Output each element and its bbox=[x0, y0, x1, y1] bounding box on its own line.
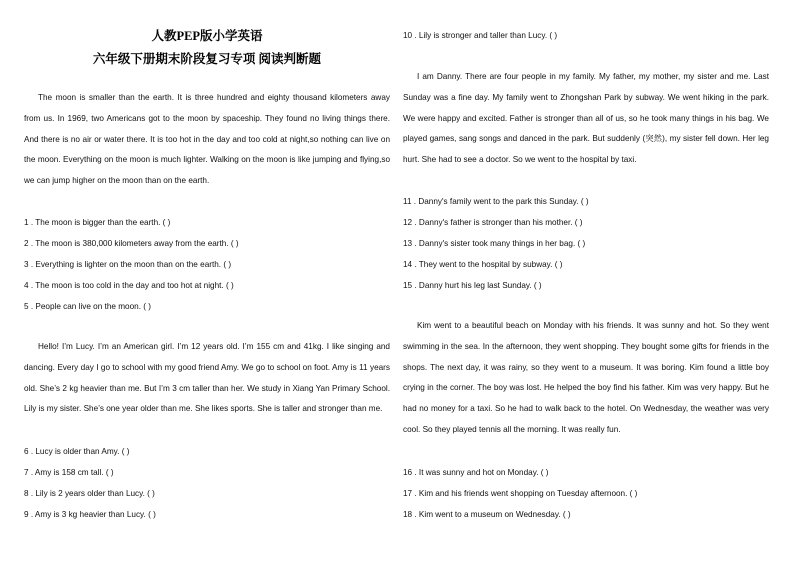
question-4: 4 . The moon is too cold in the day and too hot at night. ( ) bbox=[24, 281, 234, 290]
question-2: 2 . The moon is 380,000 kilometers away from the earth. ( ) bbox=[24, 239, 239, 248]
question-11: 11 . Danny's family went to the park this Sunday. ( ) bbox=[403, 197, 589, 206]
worksheet-title: 人教PEP版小学英语 bbox=[151, 29, 263, 43]
question-8: 8 . Lily is 2 years older than Lucy. ( ) bbox=[24, 489, 155, 498]
passage-danny: I am Danny. There are four people in my family. My father, my mother, my sister and me. Last Sunday was a fine day. My family went to Zhongshan Park by subway. We went hiking in the park. We were happy and excited. Father is stronger than all of us, so he took many things in his bag. We played games, sang songs and danced in the park. But suddenly (突然), my sister fell down. Her leg hurt. She had to see a doctor. So we went to the hospital by taxi. bbox=[403, 72, 769, 165]
question-14: 14 . They went to the hospital by subway. ( ) bbox=[403, 260, 563, 269]
question-17: 17 . Kim and his friends went shopping on Tuesday afternoon. ( ) bbox=[403, 489, 638, 498]
question-5: 5 . People can live on the moon. ( ) bbox=[24, 302, 151, 311]
question-10: 10 . Lily is stronger and taller than Lucy. ( ) bbox=[403, 31, 558, 40]
question-9: 9 . Amy is 3 kg heavier than Lucy. ( ) bbox=[24, 510, 156, 519]
passage-kim: Kim went to a beautiful beach on Monday with his friends. It was sunny and hot. So they went swimming in the sea. In the afternoon, they went shopping. They bought some gifts for friends in the shops. The next day, it was rainy, so they went to a museum. It was boring. Kim found a little boy crying in the corner. The boy was lost. He helped the boy find his father. Kim was very happy. But he had no money for a taxi. So he had to walk back to the hotel. On Wednesday, the weather was very cool. So they played tennis all the morning. It was really fun. bbox=[403, 321, 769, 434]
question-3: 3 . Everything is lighter on the moon than on the earth. ( ) bbox=[24, 260, 232, 269]
question-18: 18 . Kim went to a museum on Wednesday. ( ) bbox=[403, 510, 571, 519]
worksheet-subtitle: 六年级下册期末阶段复习专项 阅读判断题 bbox=[92, 52, 322, 66]
question-1: 1 . The moon is bigger than the earth. ( ) bbox=[24, 218, 171, 227]
passage-moon: The moon is smaller than the earth. It is three hundred and eighty thousand kilometers away from us. In 1969, two Americans got to the moon by spaceship. They found no living things there. And there is no air or water there. It is too hot in the day and too cold at night,so nothing can live on the moon. Everything on the moon is much lighter. Walking on the moon is like jumping and flying,so we can jump higher on the moon than on the earth. bbox=[24, 93, 390, 186]
question-7: 7 . Amy is 158 cm tall. ( ) bbox=[24, 468, 114, 477]
question-15: 15 . Danny hurt his leg last Sunday. ( ) bbox=[403, 281, 542, 290]
question-12: 12 . Danny's father is stronger than his mother. ( ) bbox=[403, 218, 583, 227]
question-6: 6 . Lucy is older than Amy. ( ) bbox=[24, 447, 130, 456]
question-16: 16 . It was sunny and hot on Monday. ( ) bbox=[403, 468, 549, 477]
passage-lucy: Hello! I’m Lucy. I’m an American girl. I’m 12 years old. I’m 155 cm and 41kg. I like singing and dancing. Every day I go to school with my good friend Amy. We go to school on foot. Amy is 11 years old. She’s 2 kg heavier than me. But I’m 3 cm taller than her. We study in Xiang Yan Primary School. Lily is my sister. She’s one year older than me. She likes sports. She is taller and stronger than me. bbox=[24, 342, 390, 414]
question-13: 13 . Danny's sister took many things in her bag. ( ) bbox=[403, 239, 586, 248]
